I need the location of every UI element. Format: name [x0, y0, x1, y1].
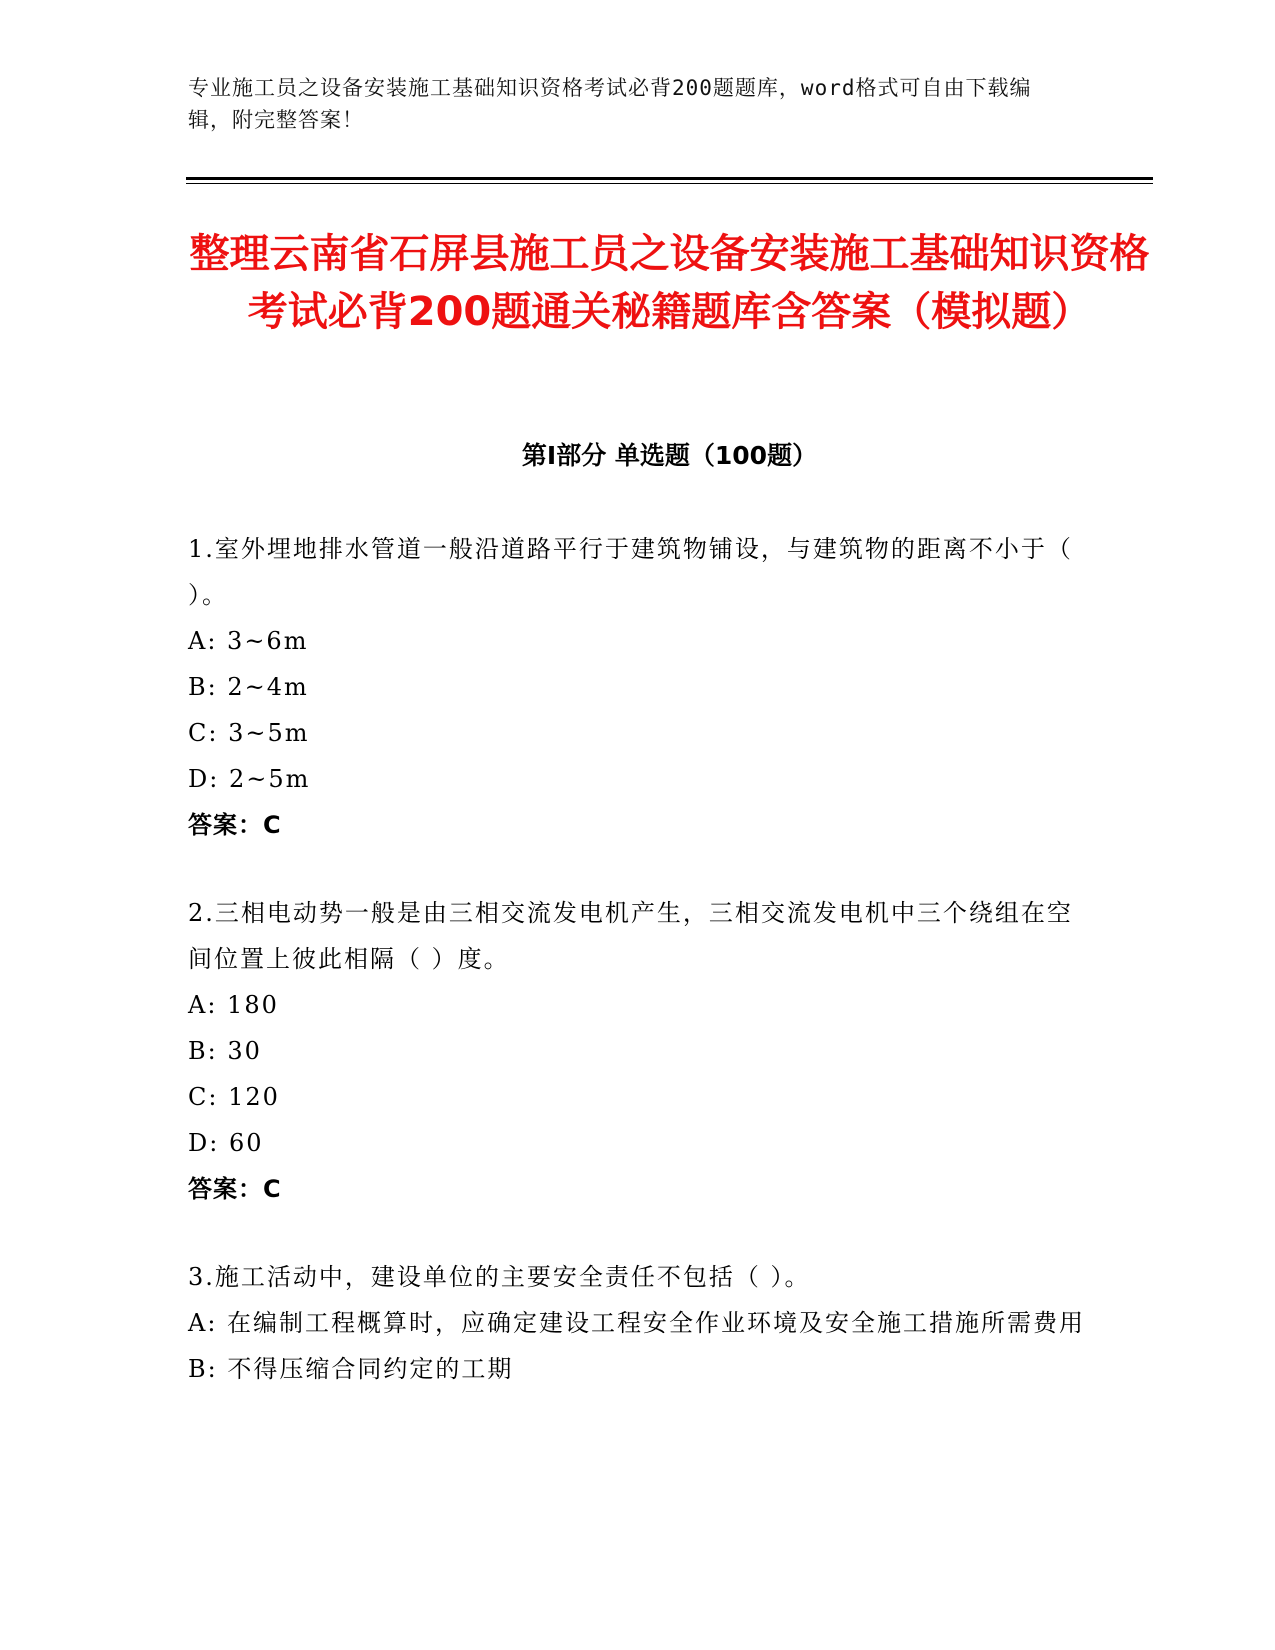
answer: 答案：C [188, 1175, 282, 1203]
option-b: B: 2~4m [188, 673, 309, 701]
header-note: 专业施工员之设备安装施工基础知识资格考试必背200题题库，word格式可自由下载编辑，附完整答案！ [188, 76, 1032, 132]
header-divider-thick [186, 177, 1153, 180]
section-heading: 第I部分 单选题（100题） [521, 441, 818, 470]
option-a: A: 180 [188, 991, 279, 1019]
question-block [188, 890, 1088, 1212]
option-c: C: 3~5m [188, 719, 310, 747]
option-b: B: 不得压缩合同约定的工期 [188, 1355, 514, 1383]
option-d: D: 60 [188, 1129, 264, 1157]
header-divider-thin [186, 183, 1153, 184]
answer: 答案：C [188, 811, 282, 839]
question-stem: 2.三相电动势一般是由三相交流发电机产生，三相交流发电机中三个绕组在空间位置上彼此相隔（ ）度。 [188, 899, 1073, 973]
question-stem: 1.室外埋地排水管道一般沿道路平行于建筑物铺设，与建筑物的距离不小于（ ）。 [188, 535, 1073, 609]
document-title: 整理云南省石屏县施工员之设备安装施工基础知识资格考试必背200题通关秘籍题库含答案（模拟题） [189, 231, 1150, 335]
question-block [188, 526, 1088, 848]
option-d: D: 2~5m [188, 765, 311, 793]
option-c: C: 120 [188, 1083, 280, 1111]
question-block [188, 1254, 1088, 1392]
option-a: A: 在编制工程概算时，应确定建设工程安全作业环境及安全施工措施所需费用 [188, 1309, 1086, 1337]
option-b: B: 30 [188, 1037, 262, 1065]
question-stem: 3.施工活动中，建设单位的主要安全责任不包括（ ）。 [188, 1263, 811, 1291]
option-a: A: 3~6m [188, 627, 309, 655]
